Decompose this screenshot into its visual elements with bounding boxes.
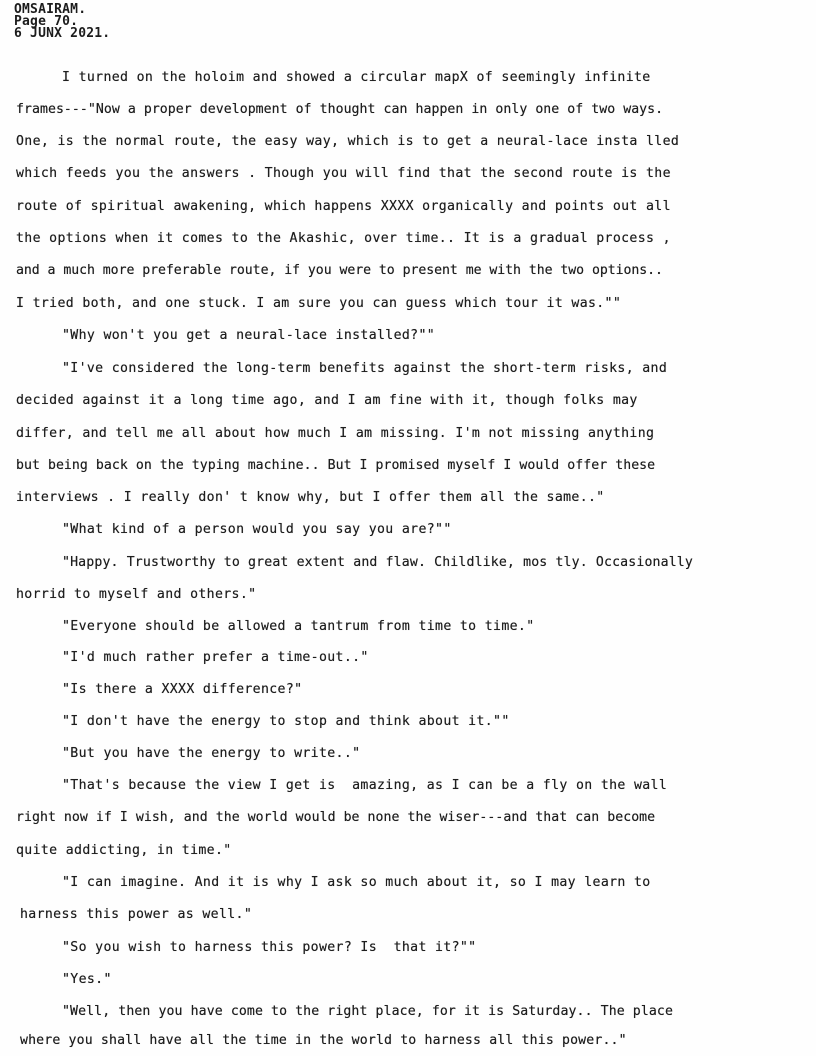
text-line: where you shall have all the time in the world to harness all this power.." [20, 1033, 627, 1048]
text-line: "But you have the energy to write.." [62, 746, 361, 761]
text-line: interviews . I really don' t know why, but I offer them all the same.." [16, 490, 605, 505]
text-line: and a much more preferable route, if you were to present me with the two options.. [16, 263, 663, 278]
text-line: right now if I wish, and the world would be none the wiser---and that can become [16, 810, 656, 825]
text-line: "I've considered the long-term benefits against the short-term risks, and [62, 361, 668, 376]
text-line: "I'd much rather prefer a time-out.." [62, 650, 369, 665]
text-line: "So you wish to harness this power? Is that it?"" [62, 940, 477, 955]
text-line: harness this power as well." [20, 907, 253, 922]
text-line: frames---"Now a proper development of thought can happen in only one of two ways. [16, 102, 664, 117]
text-line: horrid to myself and others." [16, 587, 257, 602]
header-title: OMSAIRAM. [14, 2, 87, 17]
text-line: I tried both, and one stuck. I am sure you can guess which tour it was."" [16, 296, 622, 311]
page-header [14, 4, 110, 40]
header-page-number: Page 70. [14, 14, 79, 29]
text-line: I turned on the holoim and showed a circular mapX of seemingly infinite [62, 70, 651, 85]
text-line: "What kind of a person would you say you are?"" [62, 522, 452, 537]
text-line: "Is there a XXXX difference?" [62, 682, 303, 697]
text-line: which feeds you the answers . Though you will find that the second route is the [16, 166, 671, 181]
text-line: One, is the normal route, the easy way, which is to get a neural-lace insta lled [16, 134, 680, 149]
text-line: "That's because the view I get is amazing, as I can be a fly on the wall [62, 778, 668, 793]
text-line: "Everyone should be allowed a tantrum from time to time." [62, 619, 535, 634]
text-line: "Well, then you have come to the right place, for it is Saturday.. The place [62, 1004, 674, 1019]
text-line: "Yes." [62, 972, 112, 987]
text-line: "Happy. Trustworthy to great extent and flaw. Childlike, mos tly. Occasionally [62, 555, 693, 570]
header-date: 6 JUNX 2021. [14, 26, 111, 41]
text-line: "I can imagine. And it is why I ask so much about it, so I may learn to [62, 875, 651, 890]
text-line: the options when it comes to the Akashic, over time.. It is a gradual process , [16, 231, 671, 246]
text-line: differ, and tell me all about how much I am missing. I'm not missing anything [16, 426, 655, 441]
text-line: "Why won't you get a neural-lace installed?"" [62, 328, 436, 343]
text-line: quite addicting, in time." [16, 843, 232, 858]
text-line: route of spiritual awakening, which happens XXXX organically and points out all [16, 199, 671, 214]
text-line: but being back on the typing machine.. But I promised myself I would offer these [16, 458, 656, 473]
text-line: decided against it a long time ago, and I am fine with it, though folks may [16, 393, 638, 408]
text-line: "I don't have the energy to stop and think about it."" [62, 714, 510, 729]
